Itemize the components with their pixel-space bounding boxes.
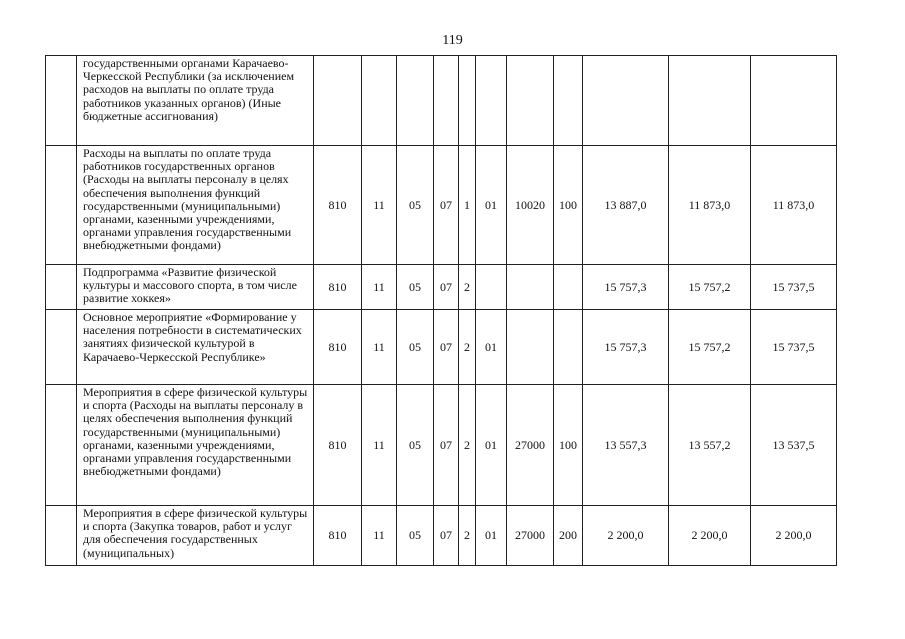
code-main-activity: 01 (476, 310, 507, 385)
row-name: Мероприятия в сфере физической культуры и спорта (Расходы на выплаты персоналу в целях обеспечения выполнения функций государственными (муниципальными) органами, казенными учреждениями, органами управления государственными внебюджетными фондами) (77, 385, 314, 506)
amount-year-2: 2 200,0 (669, 506, 751, 566)
code-subsection: 05 (397, 310, 434, 385)
amount-year-3: 15 737,5 (751, 265, 837, 310)
indent-cell (46, 56, 77, 146)
code-ministry: 810 (314, 265, 362, 310)
code-section: 11 (362, 265, 397, 310)
code-subprogram: 2 (459, 265, 476, 310)
code-direction (507, 56, 554, 146)
code-subsection: 05 (397, 385, 434, 506)
indent-cell (46, 310, 77, 385)
amount-year-1: 13 557,3 (583, 385, 669, 506)
table-row (46, 506, 837, 566)
code-program: 07 (434, 265, 459, 310)
code-subsection (397, 56, 434, 146)
code-subsection: 05 (397, 146, 434, 265)
code-section: 11 (362, 385, 397, 506)
code-main-activity (476, 56, 507, 146)
indent-cell (46, 385, 77, 506)
code-subsection: 05 (397, 265, 434, 310)
code-section: 11 (362, 310, 397, 385)
code-main-activity: 01 (476, 385, 507, 506)
code-ministry: 810 (314, 385, 362, 506)
amount-year-2: 13 557,2 (669, 385, 751, 506)
code-subprogram: 2 (459, 310, 476, 385)
code-expense-type (554, 56, 583, 146)
row-name: государственными органами Карачаево-Черкесской Республики (за исключением расходов на выплаты по оплате труда работников указанных органов) (Иные бюджетные ассигнования) (77, 56, 314, 146)
amount-year-3: 13 537,5 (751, 385, 837, 506)
code-main-activity (476, 265, 507, 310)
code-main-activity: 01 (476, 146, 507, 265)
table-row (46, 385, 837, 506)
indent-cell (46, 146, 77, 265)
code-subprogram (459, 56, 476, 146)
code-ministry (314, 56, 362, 146)
code-program: 07 (434, 506, 459, 566)
code-program: 07 (434, 146, 459, 265)
code-ministry: 810 (314, 146, 362, 265)
code-expense-type: 100 (554, 146, 583, 265)
code-ministry: 810 (314, 506, 362, 566)
amount-year-1: 15 757,3 (583, 310, 669, 385)
code-section: 11 (362, 506, 397, 566)
amount-year-2 (669, 56, 751, 146)
code-subprogram: 1 (459, 146, 476, 265)
indent-cell (46, 265, 77, 310)
code-direction: 27000 (507, 385, 554, 506)
table-row (46, 265, 837, 310)
code-subsection: 05 (397, 506, 434, 566)
code-program (434, 56, 459, 146)
amount-year-2: 15 757,2 (669, 310, 751, 385)
row-name: Расходы на выплаты по оплате труда работников государственных органов (Расходы на выплаты персоналу в целях обеспечения выполнения функций государственными (муниципальными) органами, казенными учреждениями, органами управления государственными внебюджетными фондами) (77, 146, 314, 265)
amount-year-2: 11 873,0 (669, 146, 751, 265)
code-program: 07 (434, 385, 459, 506)
code-direction: 27000 (507, 506, 554, 566)
code-subprogram: 2 (459, 385, 476, 506)
code-expense-type (554, 310, 583, 385)
table-row (46, 310, 837, 385)
amount-year-1 (583, 56, 669, 146)
code-main-activity: 01 (476, 506, 507, 566)
page-number: 119 (442, 33, 463, 48)
code-direction (507, 310, 554, 385)
amount-year-3: 2 200,0 (751, 506, 837, 566)
code-expense-type (554, 265, 583, 310)
code-direction (507, 265, 554, 310)
code-direction: 10020 (507, 146, 554, 265)
row-name: Мероприятия в сфере физической культуры и спорта (Закупка товаров, работ и услуг для обеспечения государственных (муниципальных) (77, 506, 314, 566)
table-row (46, 146, 837, 265)
amount-year-3: 15 737,5 (751, 310, 837, 385)
indent-cell (46, 506, 77, 566)
amount-year-3: 11 873,0 (751, 146, 837, 265)
amount-year-1: 13 887,0 (583, 146, 669, 265)
code-program: 07 (434, 310, 459, 385)
row-name: Подпрограмма «Развитие физической культуры и массового спорта, в том числе развитие хоккея» (77, 265, 314, 310)
code-ministry: 810 (314, 310, 362, 385)
amount-year-3 (751, 56, 837, 146)
amount-year-1: 15 757,3 (583, 265, 669, 310)
code-expense-type: 100 (554, 385, 583, 506)
amount-year-2: 15 757,2 (669, 265, 751, 310)
code-section (362, 56, 397, 146)
code-expense-type: 200 (554, 506, 583, 566)
budget-table (45, 55, 837, 566)
row-name: Основное мероприятие «Формирование у населения потребности в систематических занятиях физической культурой в Карачаево-Черкесской Республике» (77, 310, 314, 385)
table-row (46, 56, 837, 146)
code-subprogram: 2 (459, 506, 476, 566)
amount-year-1: 2 200,0 (583, 506, 669, 566)
code-section: 11 (362, 146, 397, 265)
